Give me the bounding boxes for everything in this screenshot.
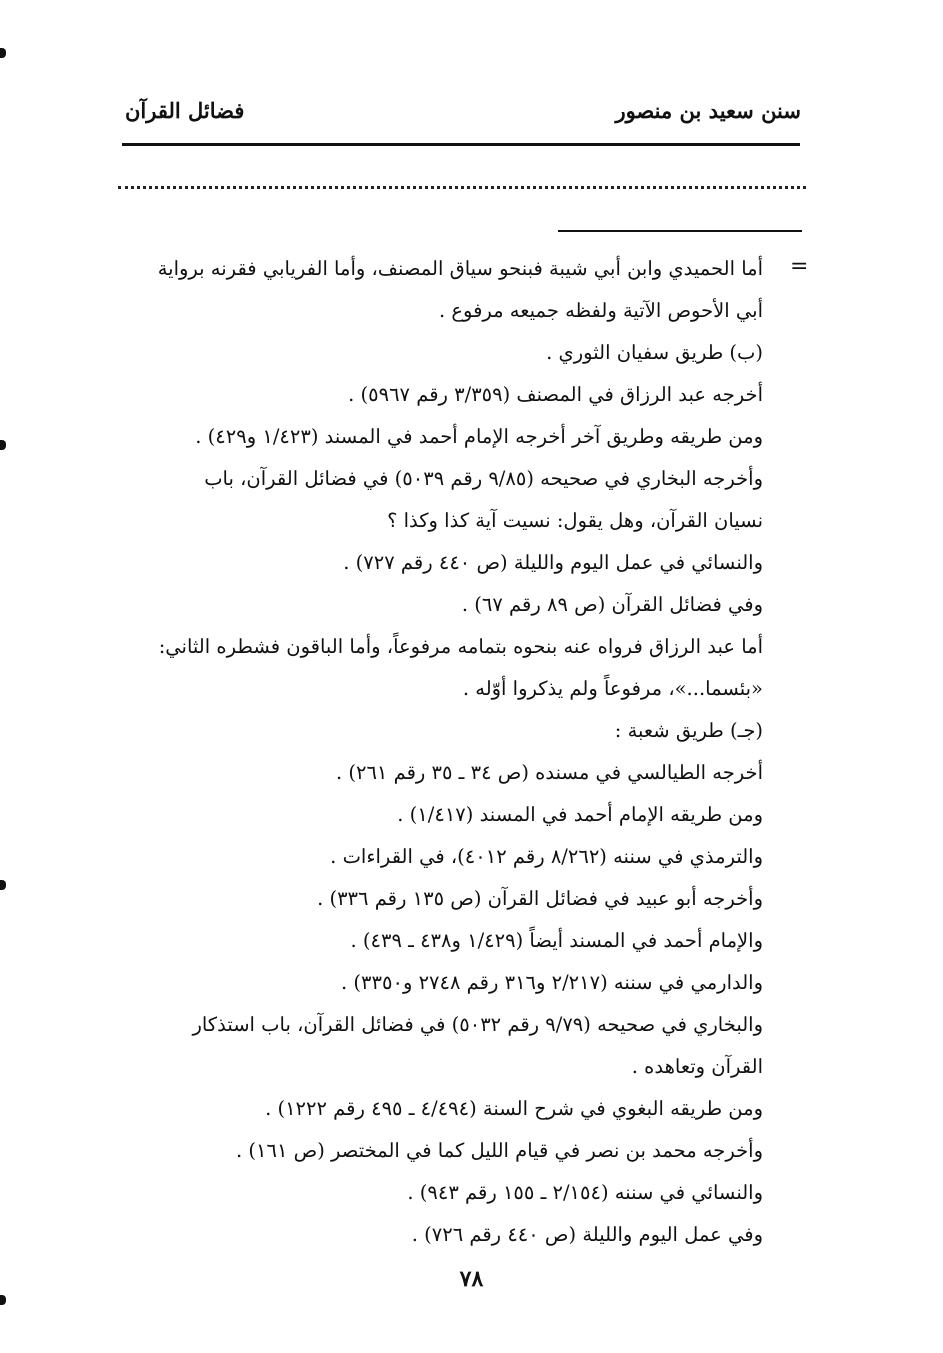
text-line: أما عبد الرزاق فرواه عنه بنحوه بتمامه مرفوعاً، وأما الباقون فشطره الثاني: [158, 635, 763, 658]
text-line: وفي فضائل القرآن (ص ٨٩ رقم ٦٧) . [461, 593, 763, 616]
header-rule [122, 143, 800, 146]
text-line: والنسائي في عمل اليوم والليلة (ص ٤٤٠ رقم ٧٢٧) . [343, 551, 763, 574]
text-line: ومن طريقه الإمام أحمد في المسند (١/٤١٧) . [397, 803, 763, 826]
text-line: أما الحميدي وابن أبي شيبة فبنحو سياق المصنف، وأما الفريابي فقرنه برواية [157, 257, 763, 280]
margin-punch-mark [0, 880, 6, 890]
text-line: أخرجه عبد الرزاق في المصنف (٣/٣٥٩ رقم ٥٩٦٧) . [348, 383, 763, 406]
margin-punch-mark [0, 440, 6, 450]
text-line: «بئسما...»، مرفوعاً ولم يذكروا أوّله . [462, 677, 763, 700]
margin-punch-mark [0, 1295, 6, 1305]
text-line: نسيان القرآن، وهل يقول: نسيت آية كذا وكذا ؟ [387, 509, 763, 532]
text-line: والإمام أحمد في المسند أيضاً (١/٤٢٩ و٤٣٨ ـ ٤٣٩) . [350, 929, 763, 952]
footnote-continuation-mark: = [790, 254, 809, 279]
text-line: أبي الأحوص الآتية ولفظه جميعه مرفوع . [438, 299, 763, 322]
text-line: أخرجه الطيالسي في مسنده (ص ٣٤ ـ ٣٥ رقم ٢٦١) . [335, 761, 763, 784]
margin-punch-mark [0, 48, 6, 58]
footnote-rule [558, 230, 802, 232]
text-line: والنسائي في سننه (٢/١٥٤ ـ ١٥٥ رقم ٩٤٣) . [407, 1181, 763, 1204]
text-line: والترمذي في سننه (٨/٢٦٢ رقم ٤٠١٢)، في القراءات . [330, 845, 763, 868]
dotted-separator [118, 186, 806, 189]
text-line: (جـ) طريق شعبة : [614, 719, 763, 742]
text-line: وأخرجه البخاري في صحيحه (٩/٨٥ رقم ٥٠٣٩) في فضائل القرآن، باب [204, 467, 763, 490]
text-line: القرآن وتعاهده . [631, 1055, 763, 1078]
text-line: وأخرجه أبو عبيد في فضائل القرآن (ص ١٣٥ رقم ٣٣٦) . [317, 887, 763, 910]
footnote-body [118, 248, 763, 1256]
book-title: سنن سعيد بن منصور [615, 98, 801, 123]
page-number: ٧٨ [459, 1266, 484, 1292]
text-line: ومن طريقه وطريق آخر أخرجه الإمام أحمد في المسند (١/٤٢٣ و٤٢٩) . [195, 425, 763, 448]
text-line: وأخرجه محمد بن نصر في قيام الليل كما في المختصر (ص ١٦١) . [236, 1139, 763, 1162]
text-line: وفي عمل اليوم والليلة (ص ٤٤٠ رقم ٧٢٦) . [411, 1223, 763, 1246]
text-line: والبخاري في صحيحه (٩/٧٩ رقم ٥٠٣٢) في فضائل القرآن، باب استذكار [192, 1013, 763, 1036]
section-title: فضائل القرآن [125, 98, 245, 123]
text-line: والدارمي في سننه (٢/٢١٧ و٣١٦ رقم ٢٧٤٨ و٣٣٥٠) . [341, 971, 763, 994]
text-line: ومن طريقه البغوي في شرح السنة (٤/٤٩٤ ـ ٤٩٥ رقم ١٢٢٢) . [265, 1097, 763, 1120]
text-line: (ب) طريق سفيان الثوري . [546, 341, 763, 364]
